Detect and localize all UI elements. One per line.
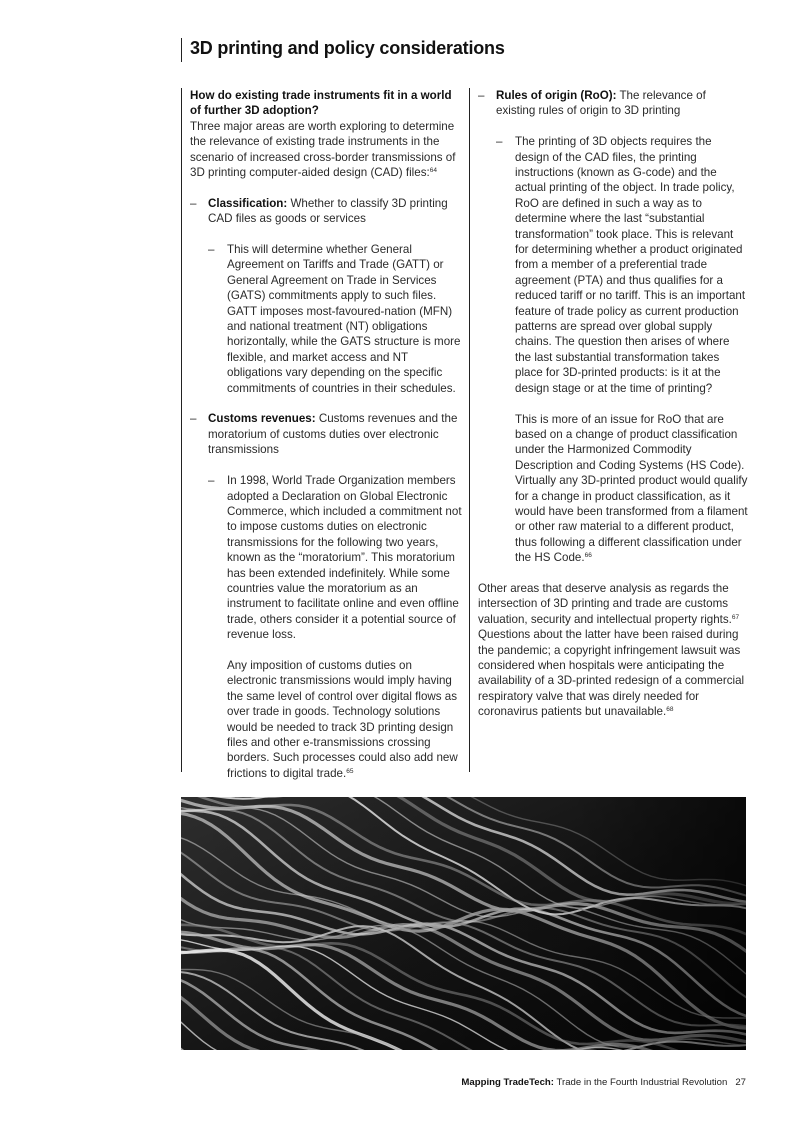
footnote-ref: 67 <box>731 613 740 621</box>
other-areas-paragraph: Other areas that deserve analysis as regards the intersection of 3D printing and trade are customs valuation, security and intellectual property rights.$^{67}$ Questions about the latter have been raised during the pandemic; a copyright infringement lawsuit was considered when hospitals were anticipating the availability of a 3D-printed redesign of a commercial respiratory valve that was direly needed for coronavirus patients but unavailable.$^{68}$ <box>478 581 745 719</box>
section-question: How do existing trade instruments fit in a world of further 3D adoption? <box>190 89 452 118</box>
title-rule <box>181 38 182 62</box>
footnote-ref: 64 <box>429 167 437 175</box>
footnote-ref: 65 <box>346 767 354 775</box>
left-column-rule <box>181 88 182 772</box>
classification-bullet: – Classification: Whether to classify 3D printing CAD files as goods or services <box>190 196 462 227</box>
page-footer <box>461 1077 746 1088</box>
classification-label: Classification: <box>208 196 288 210</box>
footer-report-name: Mapping TradeTech: <box>461 1077 554 1088</box>
customs-detail-moratorium: – In 1998, World Trade Organization members adopted a Declaration on Global Electronic Commerce, which included a commitment not to impose customs duties on electronic transmissions for the following two years, known as the “moratorium”. This moratorium has been extended indefinitely. While some countries value the moratorium as an instrument to facilitate online and even offline trade, others consider it a potential source of revenue loss. <box>190 473 462 642</box>
right-column-rule <box>469 88 470 772</box>
footnote-ref: 68 <box>666 706 674 714</box>
classification-detail: – This will determine whether General Agreement on Tariffs and Trade (GATT) or General Agreement on Trade in Services (GATS) commitments apply to such files. GATT imposes most-favoured-nation (MFN) and national treatment (NT) obligations horizontally, while the GATS structure is more flexible, and market access and NT obligations vary depending on the specific commitments of countries in their schedules. <box>190 242 462 396</box>
rules-of-origin-label: Rules of origin (RoO): <box>496 89 617 102</box>
footnote-ref: 66 <box>584 552 592 560</box>
right-column <box>478 88 748 720</box>
rules-of-origin-bullet: – Rules of origin (RoO): The relevance of existing rules of origin to 3D printing <box>478 88 748 119</box>
intro-paragraph: Three major areas are worth exploring to determine the relevance of existing trade instruments in the scenario of increased cross-border transmissions of 3D printing computer-aided design (CAD) files:$^{64}$ <box>190 119 456 180</box>
rules-of-origin-detail: – The printing of 3D objects requires the design of the CAD files, the printing instructions (known as G-code) and the actual printing of the object. In trade policy, RoO are defined in such a way as to determine where the last “substantial transformation” took place. This is relevant for determining whether a product originated from a member of a preferential trade agreement (PTA) and thus qualifies for a reduced tariff or no tariff. This is an important feature of trade policy as current production patterns are spread over global supply chains. The question then arises of where the last substantial transformation takes place for 3D-printed products: is it at the design stage or at the time of printing? <box>478 134 748 396</box>
abstract-wave-photo <box>181 797 746 1050</box>
page-title: 3D printing and policy considerations <box>190 38 505 58</box>
customs-label: Customs revenues: <box>208 412 316 426</box>
customs-bullet: – Customs revenues: Customs revenues and the moratorium of customs duties over electronic transmissions <box>190 411 462 457</box>
rules-of-origin-hs-code: This is more of an issue for RoO that are based on a change of product classification under the Harmonized Commodity Description and Coding Systems (HS Code). Virtually any 3D-printed product would qualify for a change in product classification, as it would have been transformed from a filament or other raw material to a different product, thus following a different classification under the HS Code.$^{66}$ <box>515 412 748 565</box>
page-number: 27 <box>735 1077 746 1088</box>
left-column <box>190 88 462 781</box>
customs-detail-control: Any imposition of customs duties on electronic transmissions would imply having the same level of control over digital flows as over trade in goods. Technology solutions would be needed to track 3D printing design files and other e-transmissions crossing borders. Such processes could also add new frictions to digital trade.$^{65}$ <box>227 658 458 780</box>
footer-report-subtitle: Trade in the Fourth Industrial Revolution <box>554 1077 728 1088</box>
